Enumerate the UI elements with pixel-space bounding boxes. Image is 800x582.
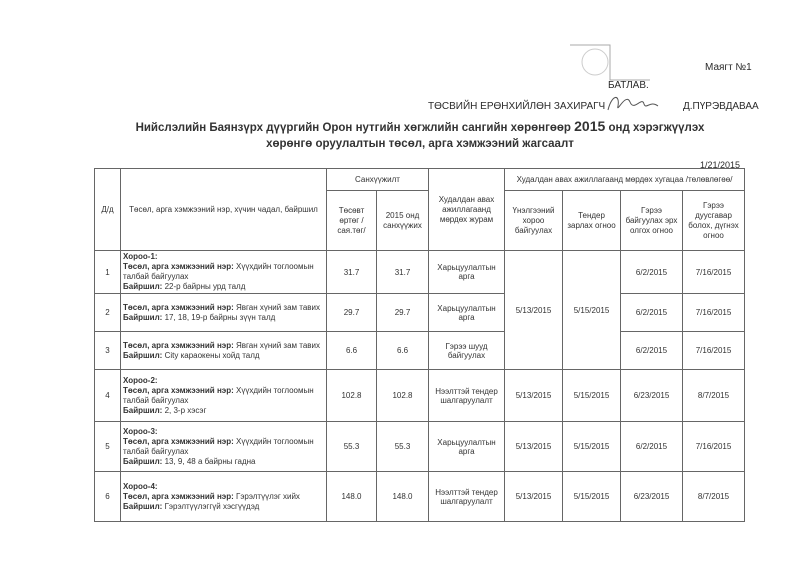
row-khoroo: Хороо-4:: [123, 481, 158, 491]
row-no: 5: [95, 422, 121, 472]
director-name: Д.ПҮРЭВДАВАА: [683, 101, 759, 112]
row-cost: 102.8: [327, 370, 377, 422]
row-name: Явган хүний зам тавих: [235, 340, 321, 350]
col-funding: Санхүүжилт: [327, 169, 429, 191]
table-row: [95, 251, 745, 294]
table-row: [95, 422, 745, 472]
row-contract: 6/2/2015: [621, 251, 683, 294]
row-cost: 31.7: [327, 251, 377, 294]
row-fund: 31.7: [377, 251, 429, 294]
row-contract: 6/2/2015: [621, 422, 683, 472]
approve-label: БАТЛАВ.: [608, 80, 649, 91]
col-no: Д/д: [95, 169, 121, 251]
col-cost: Төсөвт өртөг /сая.төг/: [327, 191, 377, 251]
row-loc: 22-р байрны урд талд: [164, 282, 246, 291]
row-name-label: Төсөл, арга хэмжээний нэр:: [123, 385, 234, 395]
document-date: 1/21/2015: [700, 160, 741, 170]
row-no: 1: [95, 251, 121, 294]
row-committee: 5/13/2015: [505, 472, 563, 522]
row-name: Гэрэлтүүлэг хийх: [235, 491, 300, 501]
table-row: [95, 472, 745, 522]
row-method: Нээлттэй тендер шалгаруулалт: [429, 370, 505, 422]
row-project: [121, 422, 327, 472]
row-no: 2: [95, 294, 121, 332]
row-loc-label: Байршил:: [123, 456, 163, 466]
row-loc-label: Байршил:: [123, 350, 163, 360]
col-schedule: Худалдан авах ажиллагаанд мөрдөх хугацаа /төлөвлөгөө/: [505, 169, 745, 191]
row-name-label: Төсөл, арга хэмжээний нэр:: [123, 302, 234, 312]
col-tender: Тендер зарлах огноо: [563, 191, 621, 251]
row-fund: 6.6: [377, 332, 429, 370]
row-no: 4: [95, 370, 121, 422]
title-year: 2015: [574, 118, 606, 134]
row-tender: 5/15/2015: [563, 370, 621, 422]
row-khoroo: Хороо-3:: [123, 426, 158, 436]
row-contract: 6/2/2015: [621, 294, 683, 332]
row-end: 7/16/2015: [683, 251, 745, 294]
row-project: [121, 472, 327, 522]
row-method: Харьцуулалтын арга: [429, 251, 505, 294]
row-loc-label: Байршил:: [123, 312, 163, 322]
row-project: [121, 251, 327, 294]
row-fund: 29.7: [377, 294, 429, 332]
row-end: 7/16/2015: [683, 332, 745, 370]
row-loc: City караокены хойд талд: [164, 350, 260, 360]
row-cost: 55.3: [327, 422, 377, 472]
row-fund: 102.8: [377, 370, 429, 422]
row-tender: 5/15/2015: [563, 472, 621, 522]
row-method: Харьцуулалтын арга: [429, 294, 505, 332]
row-loc: Гэрэлтүүлэггүй хэсгүүдэд: [164, 501, 260, 511]
table-row: [95, 332, 745, 370]
col-method: Худалдан авах ажиллагаанд мөрдөх журам: [429, 169, 505, 251]
row-project: [121, 294, 327, 332]
row-tender: 5/15/2015: [563, 251, 621, 370]
row-contract: 6/2/2015: [621, 332, 683, 370]
row-contract: 6/23/2015: [621, 370, 683, 422]
title-line1-a: Нийслэлийн Баянзүрх дүүргийн Орон нутгийн хөгжлийн сангийн хөрөнгөөр: [135, 122, 571, 134]
row-committee: 5/13/2015: [505, 422, 563, 472]
title-line2: хөрөнгө оруулалтын төсөл, арга хэмжээний жагсаалт: [266, 138, 574, 150]
row-tender: 5/15/2015: [563, 422, 621, 472]
table-row: [95, 294, 745, 332]
row-name: Хүүхдийн тоглоомын талбай байгуулах: [123, 436, 314, 456]
col-committee: Үнэлгээний хороо байгуулах: [505, 191, 563, 251]
row-name-label: Төсөл, арга хэмжээний нэр:: [123, 262, 234, 271]
row-loc-label: Байршил:: [123, 501, 163, 511]
row-cost: 148.0: [327, 472, 377, 522]
row-khoroo: Хороо-2:: [123, 375, 158, 385]
row-contract: 6/23/2015: [621, 472, 683, 522]
row-cost: 29.7: [327, 294, 377, 332]
col-project: Төсөл, арга хэмжээний нэр, хүчин чадал, байршил: [121, 169, 327, 251]
row-project: [121, 370, 327, 422]
row-no: 3: [95, 332, 121, 370]
row-project: [121, 332, 327, 370]
table-row: [95, 370, 745, 422]
row-loc-label: Байршил:: [123, 282, 163, 291]
row-committee: 5/13/2015: [505, 251, 563, 370]
signature: [598, 88, 668, 118]
row-method: Гэрээ шууд байгуулах: [429, 332, 505, 370]
col-end: Гэрээ дуусгавар болох, дүгнэх огноо: [683, 191, 745, 251]
row-name-label: Төсөл, арга хэмжээний нэр:: [123, 491, 234, 501]
page-title: [120, 118, 720, 152]
row-end: 8/7/2015: [683, 370, 745, 422]
title-line1-b: онд хэрэгжүүлэх: [608, 122, 705, 134]
row-name-label: Төсөл, арга хэмжээний нэр:: [123, 436, 234, 446]
row-committee: 5/13/2015: [505, 370, 563, 422]
row-end: 7/16/2015: [683, 294, 745, 332]
row-name: Явган хүний зам тавих: [235, 302, 321, 312]
row-name: Хүүхдийн тоглоомын талбай байгуулах: [123, 262, 314, 281]
row-fund: 148.0: [377, 472, 429, 522]
project-table: [94, 168, 745, 522]
row-loc: 13, 9, 48 а байрны гадна: [164, 456, 256, 466]
position-label: ТӨСВИЙН ЕРӨНХИЙЛӨН ЗАХИРАГЧ: [428, 101, 606, 112]
row-name-label: Төсөл, арга хэмжээний нэр:: [123, 340, 234, 350]
row-loc: 17, 18, 19-р байрны зүүн талд: [164, 312, 276, 322]
annex-label: Маягт №1: [705, 62, 752, 73]
row-loc: 2, 3-р хэсэг: [164, 405, 207, 415]
row-method: Нээлттэй тендер шалгаруулалт: [429, 472, 505, 522]
row-method: Харьцуулалтын арга: [429, 422, 505, 472]
col-contract: Гэрээ байгуулах эрх олгох огноо: [621, 191, 683, 251]
row-cost: 6.6: [327, 332, 377, 370]
row-fund: 55.3: [377, 422, 429, 472]
row-end: 7/16/2015: [683, 422, 745, 472]
row-khoroo: Хороо-1:: [123, 252, 158, 261]
col-fund-2015: 2015 онд санхүүжих: [377, 191, 429, 251]
row-name: Хүүхдийн тоглоомын талбай байгуулах: [123, 385, 314, 405]
row-end: 8/7/2015: [683, 472, 745, 522]
row-no: 6: [95, 472, 121, 522]
row-loc-label: Байршил:: [123, 405, 163, 415]
